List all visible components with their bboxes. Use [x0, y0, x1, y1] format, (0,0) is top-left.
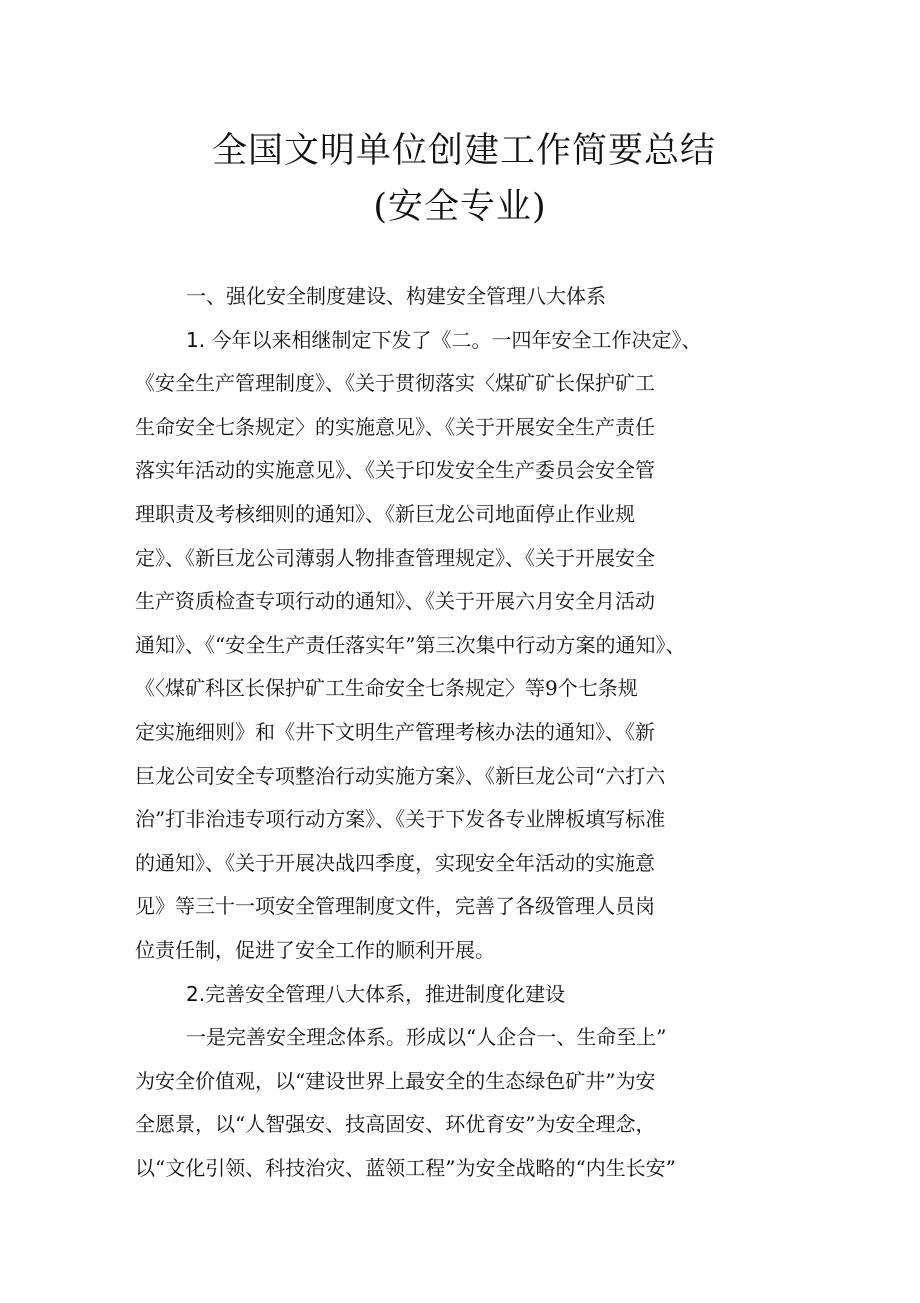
paragraph-line: 落实年活动的实施意见》、《关于印发安全生产委员会安全管 — [135, 458, 655, 483]
subsection-heading-text: 完善安全管理八大体系，推进制度化建设 — [205, 981, 566, 1006]
title-subtitle: (安全专业) — [373, 187, 547, 227]
paragraph-line: 定》、《新巨龙公司薄弱人物排查管理规定》、《关于开展安全 — [135, 545, 655, 570]
document-body — [135, 275, 775, 1190]
paragraph-line: 通知》、《“安全生产责任落实年”第三次集中行动方案的通知》、 — [135, 632, 686, 657]
paragraph-line: 生产资质检查专项行动的通知》、《关于开展六月安全月活动 — [135, 589, 655, 614]
paragraph-line: 《〈煤矿科区长保护矿工生命安全七条规定〉等9个七条规 — [135, 676, 638, 701]
paragraph-line: 治”打非治违专项行动方案》、《关于下发各专业牌板填写标准 — [135, 807, 666, 832]
section-heading: 一、强化安全制度建设、构建安全管理八大体系 — [186, 284, 606, 308]
paragraph-number: 1. — [186, 327, 206, 352]
paragraph-line: 位责任制，促进了安全工作的顺利开展。 — [135, 937, 495, 962]
paragraph-line: 定实施细则》和《井下文明生产管理考核办法的通知》、《新 — [135, 719, 655, 744]
paragraph-line: 生命安全七条规定〉的实施意见》、《关于开展安全生产责任 — [135, 414, 655, 439]
subsection-number: 2. — [186, 981, 206, 1006]
paragraph-line: 《安全生产管理制度》、《关于贯彻落实〈煤矿矿长保护矿工 — [135, 371, 655, 396]
paragraph-line: 为安全价值观，以“建设世界上最安全的生态绿色矿井”为安 — [135, 1068, 656, 1093]
paragraph-line: 理职责及考核细则的通知》、《新巨龙公司地面停止作业规 — [135, 501, 635, 526]
title-main: 全国文明单位创建工作简要总结 — [211, 131, 716, 171]
paragraph-line: 以“文化引领、科技治灾、蓝领工程”为安全战略的“内生长安” — [135, 1155, 676, 1180]
paragraph-line: 的通知》、《关于开展决战四季度，实现安全年活动的实施意 — [135, 850, 655, 875]
paragraph-line: 巨龙公司安全专项整治行动实施方案》、《新巨龙公司“六打六 — [135, 763, 666, 788]
paragraph-line: 见》等三十一项安全管理制度文件，完善了各级管理人员岗 — [135, 894, 655, 919]
paragraph-line: 一是完善安全理念体系。形成以“人企合一、生命至上” — [186, 1025, 667, 1050]
subsection-heading — [135, 973, 775, 1017]
paragraph-line: 全愿景，以“人智强安、技高固安、环优育安”为安全理念， — [135, 1112, 656, 1137]
paragraph-text: 今年以来相继制定下发了《二。一四年安全工作决定》、 — [211, 327, 702, 352]
document-title — [0, 123, 920, 235]
paragraph-line — [135, 319, 775, 363]
